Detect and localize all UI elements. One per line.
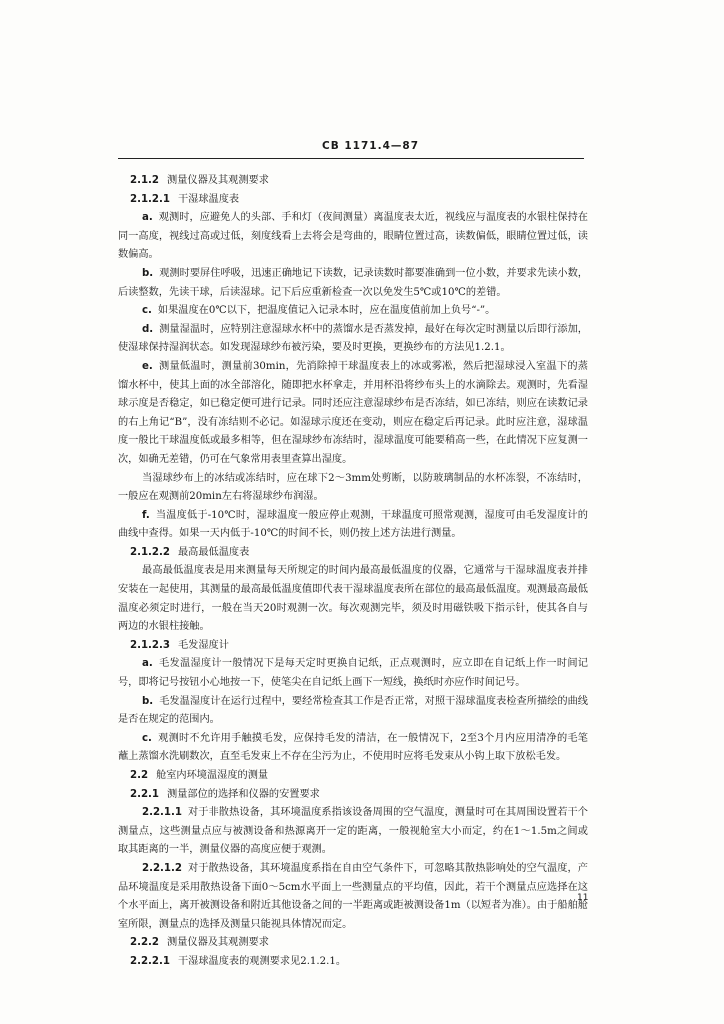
document-body xyxy=(118,172,588,972)
page-number: 11 xyxy=(577,893,589,903)
item-marker: e. xyxy=(142,360,153,372)
paragraph-text: 当湿球纱布上的冰结或冻结时，应在球下2～3mm处剪断，以防玻璃制品的水杯冻裂，不冻结时，一般应在观测前20min左右将湿球纱布润湿。 xyxy=(118,472,588,503)
paragraph-text: 对于散热设备，其环境温度系指在自由空气条件下，可忽略其散热影响处的空气温度，产品环境温度是采用散热设备下面0～5cm水平面上一些测量点的平均值，因此，若干个测量点应选择在这个水平面上，离开被测设备和附近其他设备之间的一半距离或距被测设备1m（以短者为准）。由于船舶舱室所限，测量点的选择及测量只能视具体情况而定。 xyxy=(118,862,588,930)
paragraph xyxy=(118,655,588,692)
paragraph xyxy=(118,507,588,544)
paragraph xyxy=(118,804,588,860)
paragraph xyxy=(118,321,588,358)
section-heading xyxy=(118,934,588,953)
section-number: 2.1.2.2 xyxy=(130,546,170,558)
section-title: 测量仪器及其观测要求 xyxy=(167,937,269,949)
paragraph-text: 测量湿温时，应特别注意湿球水杯中的蒸馏水是否蒸发掉，最好在每次定时测量以后即行添加，使湿球保持湿润状态。如发现湿球纱布被污染，要及时更换，更换纱布的方法见1.2.1。 xyxy=(118,323,588,354)
paragraph xyxy=(118,562,588,636)
paragraph xyxy=(118,358,588,470)
section-number: 2.2.2.1 xyxy=(130,955,170,967)
paragraph xyxy=(118,470,588,507)
document-code: CB 1171.4—87 xyxy=(322,140,419,152)
section-heading xyxy=(118,767,588,786)
section-title: 干湿球温度表的观测要求见2.1.2.1。 xyxy=(177,955,347,967)
item-marker: a. xyxy=(142,212,153,224)
section-number: 2.1.2.1 xyxy=(130,193,170,205)
item-marker: c. xyxy=(142,305,152,317)
item-marker: b. xyxy=(142,267,154,279)
paragraph-text: 最高最低温度表是用来测量每天所规定的时间内最高最低温度的仪器，它通常与干湿球温度表并排安装在一起使用，其测量的最高最低温度值即代表干湿球温度表所在部位的最高最低温度。观测最高最低温度必须定时进行，一般在当天20时观测一次。每次观测完毕，须及时用磁铁吸下指示针，使其各自与两边的水银柱接触。 xyxy=(118,565,588,633)
paragraph-text: 毛发温湿度计一般情况下是每天定时更换自记纸，正点观测时，应立即在自记纸上作一时间记号，即将记号按钮小心地按一下，使笔尖在自记纸上画下一短线，换纸时亦应作时间记号。 xyxy=(118,658,588,689)
item-marker: 2.2.1.2 xyxy=(142,862,182,874)
section-title: 测量仪器及其观测要求 xyxy=(167,175,269,186)
item-marker: f. xyxy=(142,509,150,521)
paragraph-text: 观测时，应避免人的头部、手和灯（夜间测量）离温度表太近，视线应与温度表的水银柱保持在同一高度，视线过高或过低，刻度线看上去将会是弯曲的，眼睛位置过高，读数偏低，眼睛位置过低，读数偏高。 xyxy=(118,212,588,261)
paragraph xyxy=(118,302,588,321)
paragraph xyxy=(118,265,588,302)
paragraph xyxy=(118,860,588,934)
item-marker: 2.2.1.1 xyxy=(142,807,182,819)
section-title: 毛发湿度计 xyxy=(177,639,229,651)
paragraph xyxy=(118,209,588,265)
section-title: 测量部位的选择和仪器的安置要求 xyxy=(167,788,320,800)
item-marker: d. xyxy=(142,323,154,335)
section-heading xyxy=(118,191,588,210)
paragraph-text: 观测时不允许用手触摸毛发，应保持毛发的清洁，在一般情况下，2至3个月内应用清净的毛笔蘸上蒸馏水洗刷数次，直至毛发束上不存在尘污为止，不使用时应将毛发束从小钩上取下放松毛发。 xyxy=(118,732,588,763)
paragraph xyxy=(118,693,588,730)
item-marker: c. xyxy=(142,732,152,744)
section-number: 2.2 xyxy=(130,770,149,781)
section-number: 2.1.2 xyxy=(130,175,160,186)
item-marker: a. xyxy=(142,658,153,670)
section-heading xyxy=(118,544,588,563)
section-title: 舱室内环境温湿度的测量 xyxy=(156,770,269,781)
paragraph-text: 毛发温湿度计在运行过程中，要经常检查其工作是否正常，对照干湿球温度表检查所描绘的曲线是否在规定的范围内。 xyxy=(118,695,588,726)
paragraph-text: 如果温度在0℃以下，把温度值记入记录本时，应在温度值前加上负号“-”。 xyxy=(157,305,496,317)
section-heading xyxy=(118,786,588,805)
section-heading xyxy=(118,637,588,656)
section-heading xyxy=(118,172,588,191)
section-number: 2.2.2 xyxy=(130,937,160,949)
section-number: 2.1.2.3 xyxy=(130,639,170,651)
section-heading xyxy=(118,953,588,972)
section-number: 2.2.1 xyxy=(130,788,160,800)
item-marker: b. xyxy=(142,695,154,707)
paragraph xyxy=(118,730,588,767)
paragraph-text: 观测时要屏住呼吸，迅速正确地记下读数，记录读数时都要准确到一位小数，并要求先读小数，后读整数，先读干球，后读湿球。记下后应重新检查一次以免发生5℃或10℃的差错。 xyxy=(118,267,588,298)
header-rule xyxy=(118,158,584,159)
section-title: 干湿球温度表 xyxy=(177,193,240,205)
paragraph-text: 测量低温时，测量前30min，先消除掉干球温度表上的冰或雾凇，然后把湿球浸入室温下的蒸馏水杯中，使其上面的冰全部溶化，随即把水杯拿走，并用杯沿将纱布头上的水滴除去。观测时，先看湿球示度是否稳定，如已稳定便可进行记录。同时还应注意湿球纱布是否冻结，如已冻结，则应在读数记录的右上角记“B”，没有冻结则不必记。如湿球示度还在变动，则应在稳定后再记录。此时应注意，湿球温度一般比干球温度低或最多相等，但在湿球纱布冻结时，湿球温度可能要稍高一些，在此情况下应复测一次，如确无差错，仍可在气象常用表里查算出湿度。 xyxy=(118,360,588,465)
paragraph-text: 对于非散热设备，其环境温度系指该设备周围的空气温度，测量时可在其周围设置若干个测量点，这些测量点应与被测设备和热源离开一定的距离，一般视舱室大小而定，约在1～1.5m之间或取其距离的一半，测量仪器的高度应便于观测。 xyxy=(118,807,588,856)
section-title: 最高最低温度表 xyxy=(177,546,250,558)
paragraph-text: 当温度低于-10℃时，湿球温度一般应停止观测，干球温度可照常观测，湿度可由毛发湿度计的曲线中查得。如果一天内低于-10℃的时间不长，则仍按上述方法进行测量。 xyxy=(118,509,588,540)
